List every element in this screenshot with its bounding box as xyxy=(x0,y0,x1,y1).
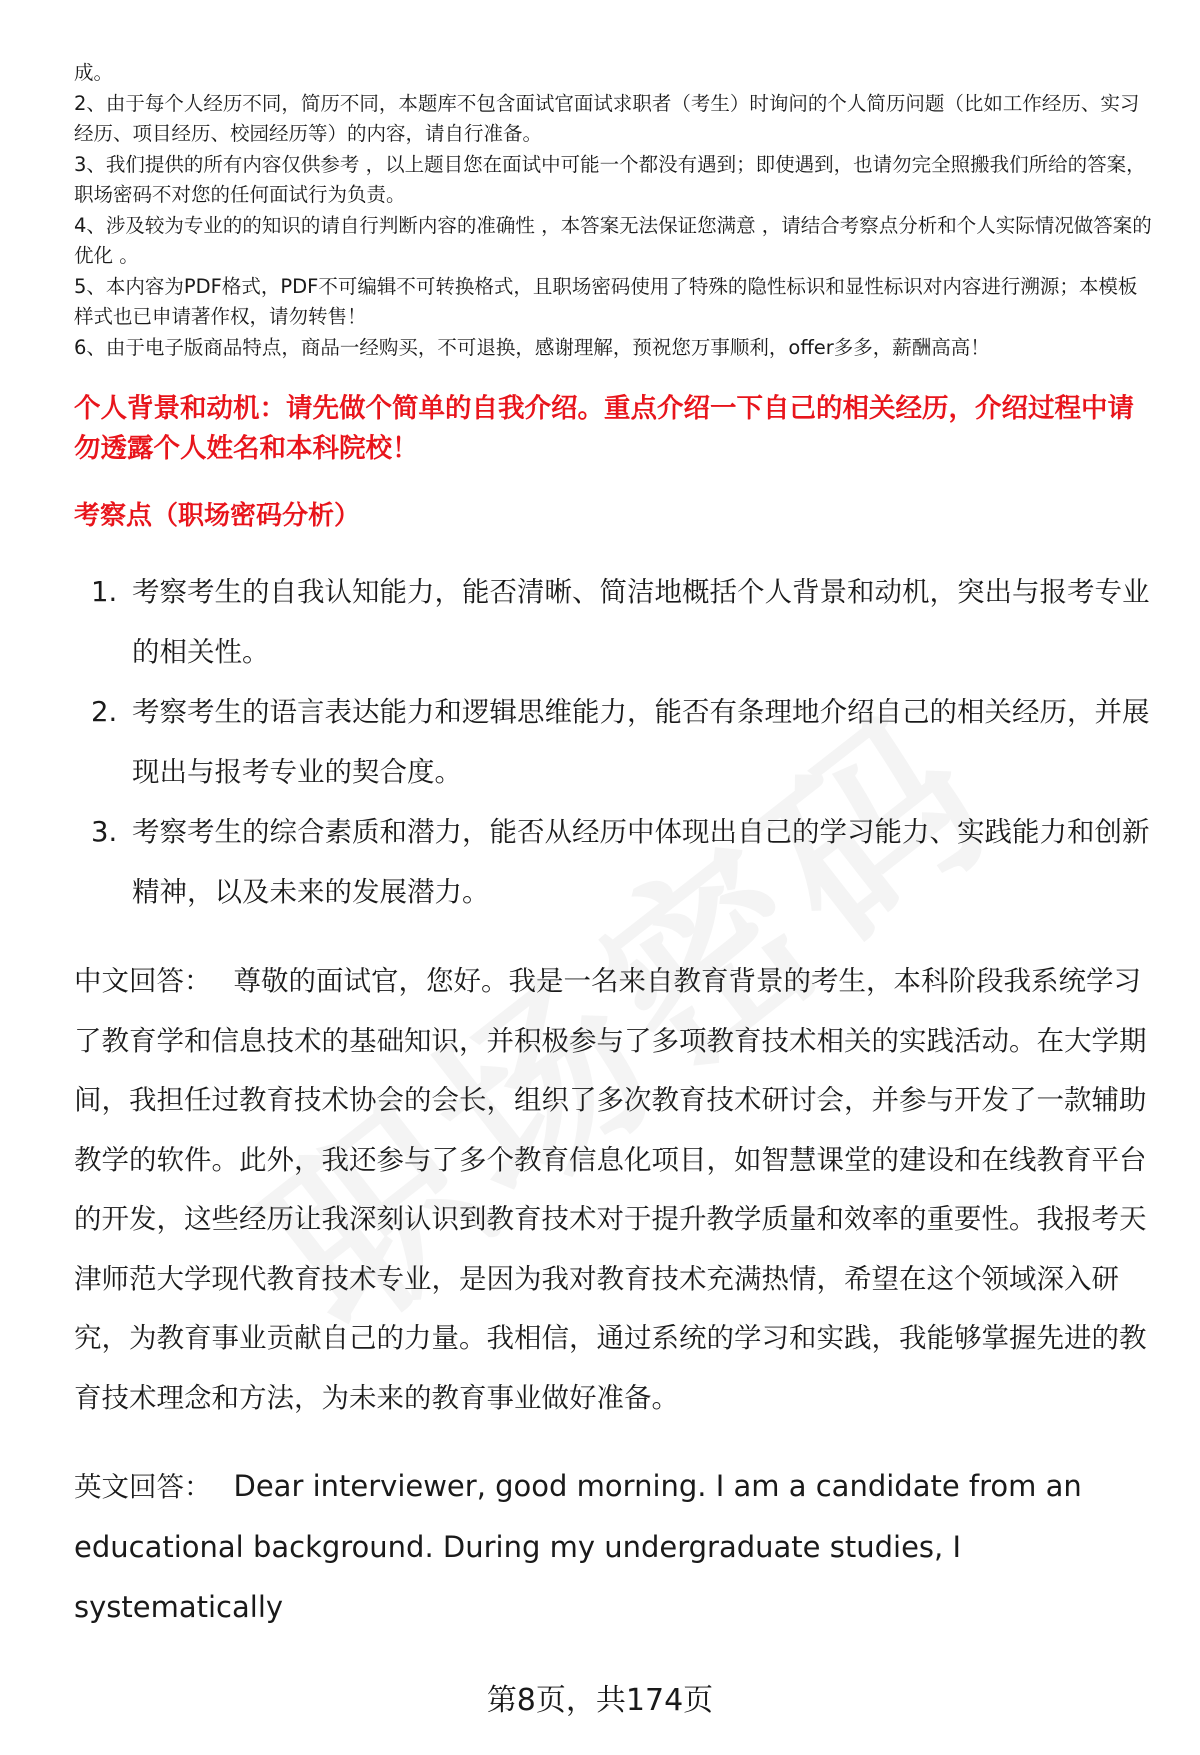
notice-item: 3、我们提供的所有内容仅供参考 ，以上题目您在面试中可能一个都没有遇到；即使遇到，也请勿完全照搬我们所给的答案，职场密码不对您的任何面试行为负责。 xyxy=(74,152,1146,206)
analysis-points xyxy=(74,562,1154,922)
notice-item: 6、由于电子版商品特点，商品一经购买，不可退换，感谢理解，预祝您万事顺利，offer多多，薪酬高高！ xyxy=(74,335,990,359)
page-content xyxy=(74,58,1154,1637)
chinese-answer xyxy=(74,952,1154,1428)
notice-item: 4、涉及较为专业的的知识的请自行判断内容的准确性 ，本答案无法保证您满意 ，请结合考察点分析和个人实际情况做答案的优化 。 xyxy=(74,213,1152,267)
notice-list xyxy=(74,58,1154,363)
notice-item: 5、本内容为PDF格式，PDF不可编辑不可转换格式，且职场密码使用了特殊的隐性标识和显性标识对内容进行溯源；本模板样式也已申请著作权，请勿转售！ xyxy=(74,274,1138,328)
english-answer xyxy=(74,1456,1154,1637)
chinese-answer-text: 尊敬的面试官，您好。我是一名来自教育背景的考生，本科阶段我系统学习了教育学和信息技术的基础知识，并积极参与了多项教育技术相关的实践活动。在大学期间，我担任过教育技术协会的会长，组织了多次教育技术研讨会，并参与开发了一款辅助教学的软件。此外，我还参与了多个教育信息化项目，如智慧课堂的建设和在线教育平台的开发，这些经历让我深刻认识到教育技术对于提升教学质量和效率的重要性。我报考天津师范大学现代教育技术专业，是因为我对教育技术充满热情，希望在这个领域深入研究，为教育事业贡献自己的力量。我相信，通过系统的学习和实践，我能够掌握先进的教育技术理念和方法，为未来的教育事业做好准备。 xyxy=(74,965,1147,1414)
chinese-answer-label: 中文回答： xyxy=(74,965,212,997)
analysis-point: 2. 考察考生的语言表达能力和逻辑思维能力，能否有条理地介绍自己的相关经历，并展现出与报考专业的契合度。 xyxy=(126,682,1154,802)
analysis-heading: 考察点（职场密码分析） xyxy=(74,501,361,531)
page-number: 第8页，共174页 xyxy=(486,1683,714,1718)
notice-item: 2、由于每个人经历不同，简历不同，本题库不包含面试官面试求职者（考生）时询问的个人简历问题（比如工作经历、实习经历、项目经历、校园经历等）的内容，请自行准备。 xyxy=(74,91,1140,145)
interview-question: 个人背景和动机：请先做个简单的自我介绍。重点介绍一下自己的相关经历，介绍过程中请勿透露个人姓名和本科院校！ xyxy=(74,393,1134,464)
analysis-point: 1. 考察考生的自我认知能力，能否清晰、简洁地概括个人背景和动机，突出与报考专业的相关性。 xyxy=(126,562,1154,682)
notice-item: 成。 xyxy=(74,61,114,84)
english-answer-text: Dear interviewer, good morning. I am a candidate from an educational background. During my undergraduate studies, I systematically xyxy=(74,1469,1082,1624)
analysis-point: 3. 考察考生的综合素质和潜力，能否从经历中体现出自己的学习能力、实践能力和创新精神，以及未来的发展潜力。 xyxy=(126,802,1154,922)
english-answer-label: 英文回答： xyxy=(74,1471,212,1503)
